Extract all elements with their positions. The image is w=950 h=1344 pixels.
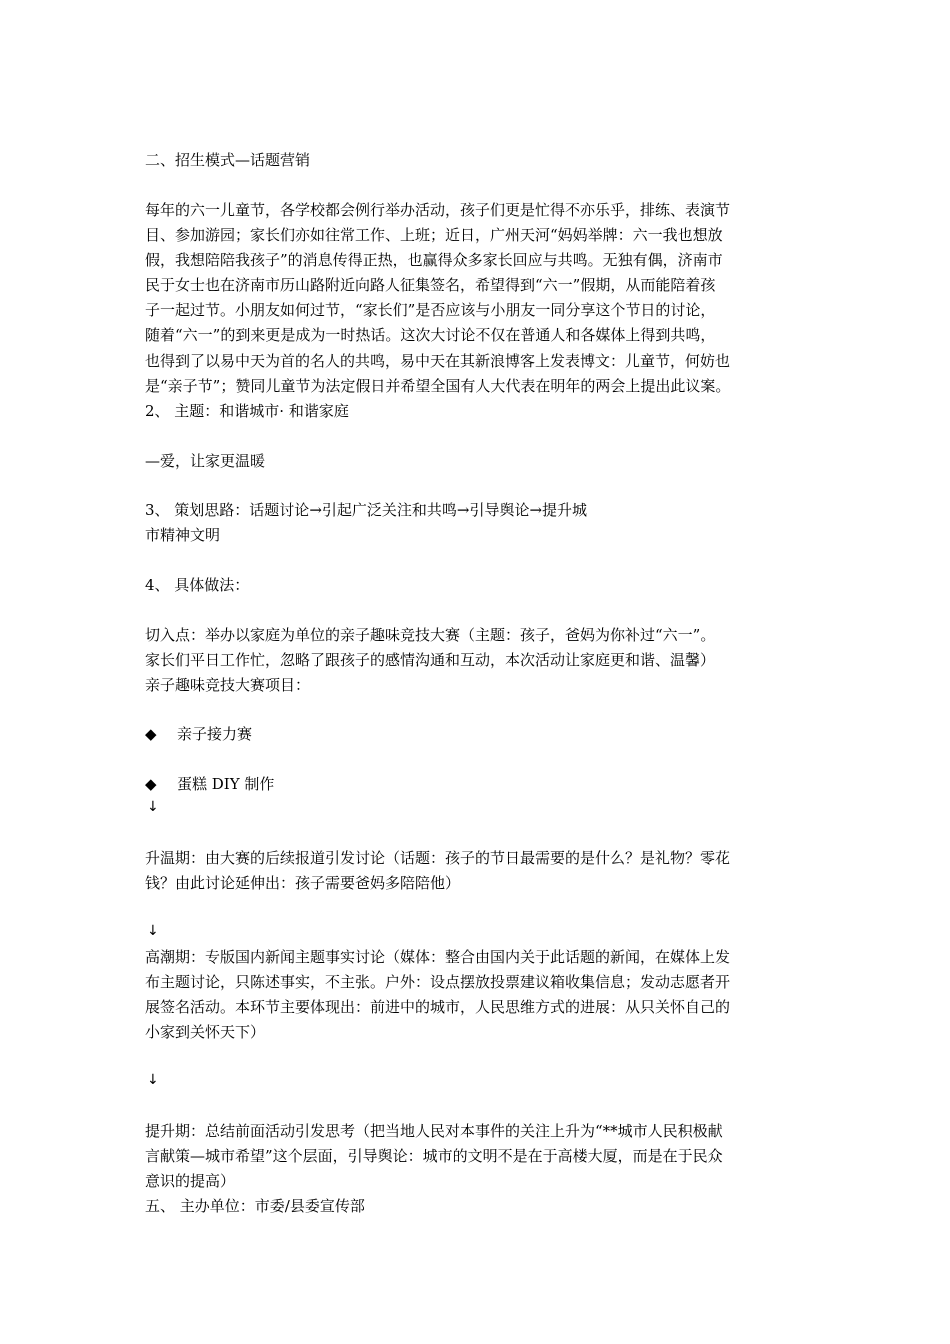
intro-line: 也得到了以易中天为首的名人的共鸣，易中天在其新浪博客上发表博文：儿童节，何妨也: [145, 351, 731, 370]
strategy-paragraph: [145, 498, 815, 548]
theme-line: 2、 主题：和谐城市· 和谐家庭: [145, 402, 349, 420]
list-item-label: 蛋糕 DIY 制作: [177, 775, 275, 793]
upgrade-line: 提升期：总结前面活动引发思考（把当地人民对本事件的关注上升为“**城市人民积极献: [145, 1122, 723, 1140]
intro-line: 是“亲子节”；赞同儿童节为法定假日并希望全国有人大代表在明年的两会上提出此议案。: [145, 376, 731, 395]
climax-line: 高潮期：专版国内新闻主题事实讨论（媒体：整合由国内关于此话题的新闻，在媒体上发: [145, 948, 731, 966]
upgrade-line: 言献策—城市希望”这个层面，引导舆论：城市的文明不是在于高楼大厦，而是在于民众: [145, 1147, 723, 1166]
down-arrow-icon: ↓: [147, 1072, 159, 1088]
climax-paragraph: [145, 945, 815, 1045]
entry-line: 亲子趣味竞技大赛项目：: [145, 676, 311, 695]
method-title: 4、 具体做法：: [145, 576, 250, 594]
entry-paragraph: [145, 623, 815, 698]
intro-line: 目、参加游园；家长们亦如往常工作、上班；近日，广州天河“妈妈举牌：六一我也想放: [145, 226, 723, 245]
intro-line: 随着“六一”的到来更是成为一时热话。这次大讨论不仅在普通人和各媒体上得到共鸣，: [145, 326, 716, 345]
diamond-bullet-icon: ◆: [145, 775, 157, 793]
list-item: [145, 772, 815, 797]
climax-line: 展签名活动。本环节主要体现出：前进中的城市，人民思维方式的进展：从只关怀自己的: [145, 998, 731, 1017]
down-arrow-icon: ↓: [147, 799, 159, 815]
intro-line: 每年的六一儿童节，各学校都会例行举办活动，孩子们更是忙得不亦乐乎，排练、表演节: [145, 201, 731, 219]
upgrade-line: 意识的提高）: [145, 1172, 236, 1191]
intro-paragraph: [145, 198, 815, 399]
list-item: [145, 722, 815, 747]
down-arrow-icon: ↓: [147, 923, 159, 939]
climax-line: 小家到关怀天下）: [145, 1023, 266, 1042]
entry-line: 家长们平日工作忙，忽略了跟孩子的感情沟通和互动，本次活动让家庭更和谐、温馨）: [145, 651, 716, 670]
strategy-line: 市精神文明: [145, 526, 221, 545]
intro-line: 民于女士也在济南市历山路附近向路人征集签名，希望得到“六一”假期，从而能陪着孩: [145, 276, 716, 295]
upgrade-paragraph: [145, 1119, 815, 1194]
slogan-line: —爱，让家更温暖: [145, 452, 266, 470]
strategy-line: 3、 策划思路：话题讨论→引起广泛关注和共鸣→引导舆论→提升城: [145, 501, 588, 519]
intro-line: 子一起过节。小朋友如何过节，“家长们”是否应该与小朋友一同分享这个节日的讨论，: [145, 301, 716, 320]
intro-line: 假，我想陪陪我孩子”的消息传得正热，也赢得众多家长回应与共鸣。无独有偶，济南市: [145, 251, 723, 270]
diamond-bullet-icon: ◆: [145, 725, 157, 743]
entry-line: 切入点：举办以家庭为单位的亲子趣味竞技大赛（主题：孩子，爸妈为你补过“六一”。: [145, 626, 716, 644]
warmup-line: 升温期：由大赛的后续报道引发讨论（话题：孩子的节日最需要的是什么？是礼物？零花: [145, 849, 731, 867]
list-item-label: 亲子接力赛: [177, 725, 253, 743]
climax-line: 布主题讨论，只陈述事实，不主张。户外：设点摆放投票建议箱收集信息；发动志愿者开: [145, 973, 731, 992]
warmup-line: 钱？由此讨论延伸出：孩子需要爸妈多陪陪他）: [145, 874, 461, 893]
section-heading: 二、招生模式—话题营销: [145, 151, 311, 169]
warmup-paragraph: [145, 846, 815, 896]
organizer-line: 五、 主办单位：市委/县委宣传部: [145, 1197, 365, 1215]
